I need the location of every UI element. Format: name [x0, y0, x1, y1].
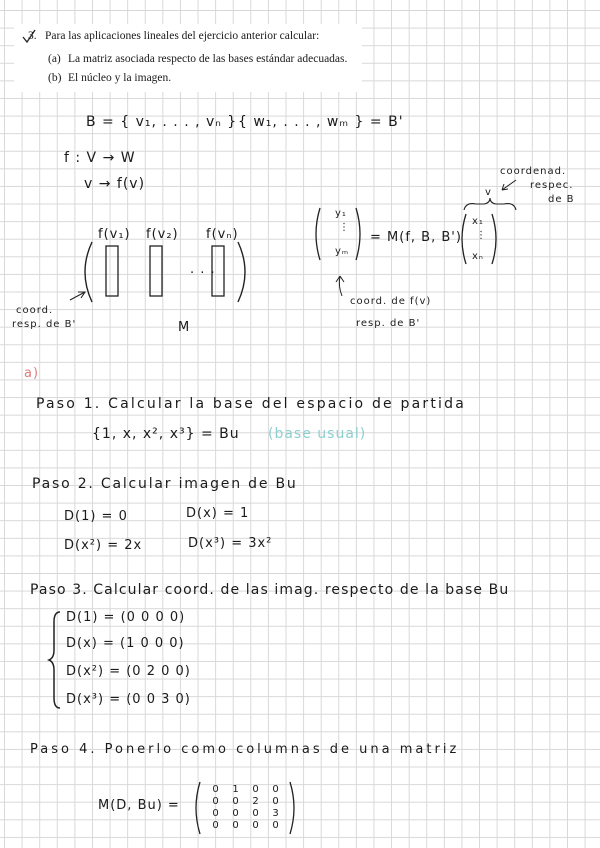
matrix-cell: 0 [212, 808, 220, 819]
item-a-label: (a) [48, 53, 61, 65]
ellipsis: · · · [190, 266, 216, 281]
matrix-cell: 1 [232, 784, 240, 795]
coord-fv-note-1: coord. de f(v) [350, 296, 432, 307]
y-vector-first: y₁ [335, 208, 347, 219]
matrix-cell: 0 [232, 808, 240, 819]
step3-item-2: D(x) = (1 0 0 0) [66, 636, 185, 651]
problem-intro: Para las aplicaciones lineales del ejercicio anterior calcular: [45, 30, 320, 42]
coord-v-note-2: respec. [530, 180, 574, 191]
matrix-cell: 0 [272, 820, 280, 831]
coord-note-2: resp. de B' [12, 319, 77, 330]
coord-fv-note-2: resp. de B' [356, 318, 421, 329]
matrix-cell: 0 [252, 784, 260, 795]
v-overbrace [462, 198, 522, 218]
x-vector-dots: ⋮ [476, 230, 487, 241]
matrix-cell: 0 [272, 784, 280, 795]
printed-problem [14, 24, 362, 92]
step2-title: Paso 2. Calcular imagen de Bu [32, 476, 298, 492]
problem-number: 3. [28, 30, 37, 42]
step3-item-1: D(1) = (0 0 0 0) [66, 610, 186, 625]
bases-line-right: { w₁, . . . , wₘ } = B' [238, 114, 404, 130]
col-label-2: f(v₂) [146, 227, 179, 242]
item-b-label: (b) [48, 72, 62, 84]
step4-title: Paso 4. Ponerlo como columnas de una matriz [30, 742, 460, 757]
matrix-cell: 0 [232, 820, 240, 831]
matrix-cell: 0 [252, 808, 260, 819]
step4-lhs: M(D, Bu) = [98, 798, 180, 813]
step1-basis: {1, x, x², x³} = Bu [92, 426, 240, 442]
step3-title: Paso 3. Calcular coord. de las imag. respecto de la base Bu [30, 582, 510, 598]
column-matrix-sketch [80, 240, 260, 310]
arrow-up [334, 274, 354, 298]
step2-item-3: D(x²) = 2x [64, 538, 143, 553]
curly-brace [48, 610, 62, 710]
equation-mid: = M(f, B, B') [370, 230, 462, 245]
arrow-to-v [500, 178, 520, 194]
step1-note: (base usual) [268, 426, 367, 442]
col-label-1: f(v₁) [98, 227, 131, 242]
matrix-cell: 3 [272, 808, 280, 819]
step3-item-3: D(x²) = (0 2 0 0) [66, 664, 191, 679]
matrix-cell: 2 [252, 796, 260, 807]
item-a-text: La matriz asociada respecto de las bases estándar adecuadas. [68, 53, 348, 65]
y-vector-last: yₘ [335, 246, 350, 257]
map-line: f : V → W [64, 150, 136, 166]
matrix-cell: 0 [232, 796, 240, 807]
coord-v-note-3: de B [548, 194, 575, 205]
v-label: v [485, 187, 492, 198]
map-element: v → f(v) [84, 176, 146, 192]
y-vector-dots: ⋮ [339, 222, 350, 233]
matrix-name: M [178, 320, 191, 335]
step2-item-4: D(x³) = 3x² [188, 536, 273, 551]
step2-item-2: D(x) = 1 [186, 506, 250, 521]
matrix-cell: 0 [212, 796, 220, 807]
step2-item-1: D(1) = 0 [64, 509, 128, 524]
bases-line-left: B = { v₁, . . . , vₙ } [86, 114, 238, 130]
x-vector-first: x₁ [472, 216, 484, 227]
coord-v-note-1: coordenad. [500, 166, 567, 177]
coord-note-1: coord. [16, 305, 54, 316]
matrix-cell: 0 [252, 820, 260, 831]
step1-title: Paso 1. Calcular la base del espacio de partida [36, 396, 466, 412]
item-b-text: El núcleo y la imagen. [68, 72, 172, 84]
matrix-cell: 0 [212, 784, 220, 795]
matrix-cell: 0 [272, 796, 280, 807]
step3-item-4: D(x³) = (0 0 3 0) [66, 692, 191, 707]
result-matrix [206, 784, 286, 831]
col-label-n: f(vₙ) [206, 227, 239, 242]
matrix-cell: 0 [212, 820, 220, 831]
x-vector-last: xₙ [472, 251, 484, 262]
section-label: a) [24, 366, 40, 381]
